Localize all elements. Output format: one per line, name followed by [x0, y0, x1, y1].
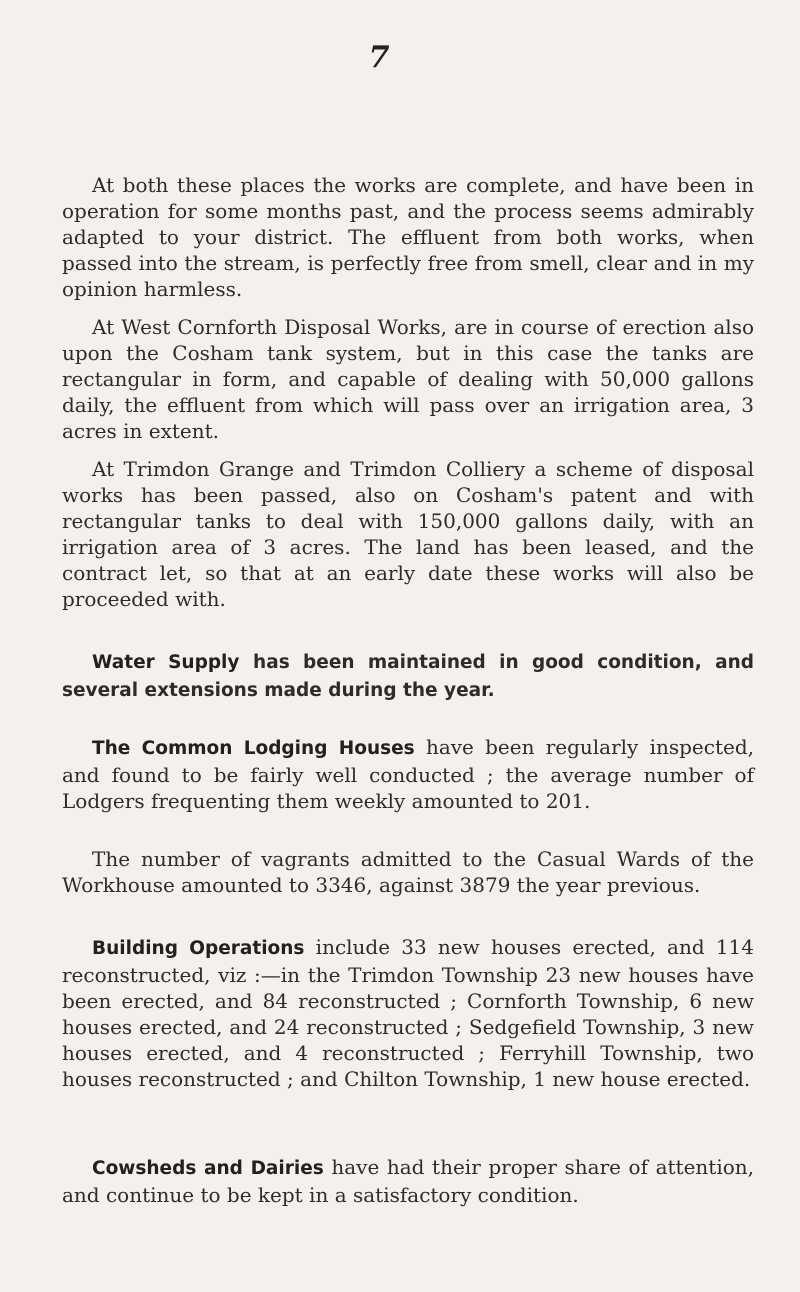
- paragraph-trimdon-grange: [62, 456, 754, 612]
- paragraph-text: At Trimdon Grange and Trimdon Colliery a scheme of disposal works has been passed, also on Cosham's patent and with rectangular tanks to deal with 150,000 gallons daily, with an irrigation area of 3 acres. The land has been leased, and the contract let, so that at an early date these works will also be proceeded with.: [62, 457, 754, 611]
- paragraph-water-supply: [62, 648, 754, 704]
- paragraph-works-complete: [62, 172, 754, 302]
- paragraph-text: has been maintained in good condition, and several extensions made during the year.: [62, 652, 754, 701]
- paragraph-text: have been regularly inspected, and found to be fairly well conducted ; the average number of Lodgers frequenting them weekly amounted to 201.: [62, 735, 755, 813]
- paragraph-text: include 33 new houses erected, and 114 reconstructed, viz :—in the Trimdon Township 23 new houses have been erected, and 84 reconstructed ; Cornforth Township, 6 new houses erected, and 24 reconstructed ; Sedgefield Township, 3 new houses erected, and 4 reconstructed ; Ferryhill Township, two houses reconstructed ; and Chilton Township, 1 new house erected.: [62, 935, 755, 1091]
- page-number: 7: [368, 40, 390, 75]
- paragraph-text: The number of vagrants admitted to the Casual Wards of the Workhouse amounted to 3346, against 3879 the year previous.: [62, 847, 754, 897]
- paragraph-cowsheds: [62, 1154, 754, 1208]
- paragraph-west-cornforth: [62, 314, 754, 444]
- section-heading-building-operations: Building Operations: [92, 938, 305, 959]
- paragraph-text: have had their proper share of attention, and continue to be kept in a satisfactory condition.: [62, 1155, 754, 1207]
- paragraph-text: At West Cornforth Disposal Works, are in course of erection also upon the Cosham tank system, but in this case the tanks are rectangular in form, and capable of dealing with 50,000 gallons daily, the effluent from which will pass over an irrigation area, 3 acres in extent.: [62, 315, 754, 443]
- section-heading-lodging-houses: The Common Lodging Houses: [92, 738, 415, 759]
- paragraph-building-operations: [62, 934, 754, 1092]
- section-heading-water-supply: Water Supply: [92, 652, 240, 673]
- paragraph-lodging-houses: [62, 734, 754, 814]
- paragraph-vagrants: [62, 846, 754, 898]
- section-heading-cowsheds: Cowsheds and Dairies: [92, 1158, 324, 1179]
- paragraph-text: At both these places the works are complete, and have been in operation for some months past, and the process seems admirably adapted to your district. The effluent from both works, when passed into the stream, is perfectly free from smell, clear and in my opinion harmless.: [62, 173, 754, 301]
